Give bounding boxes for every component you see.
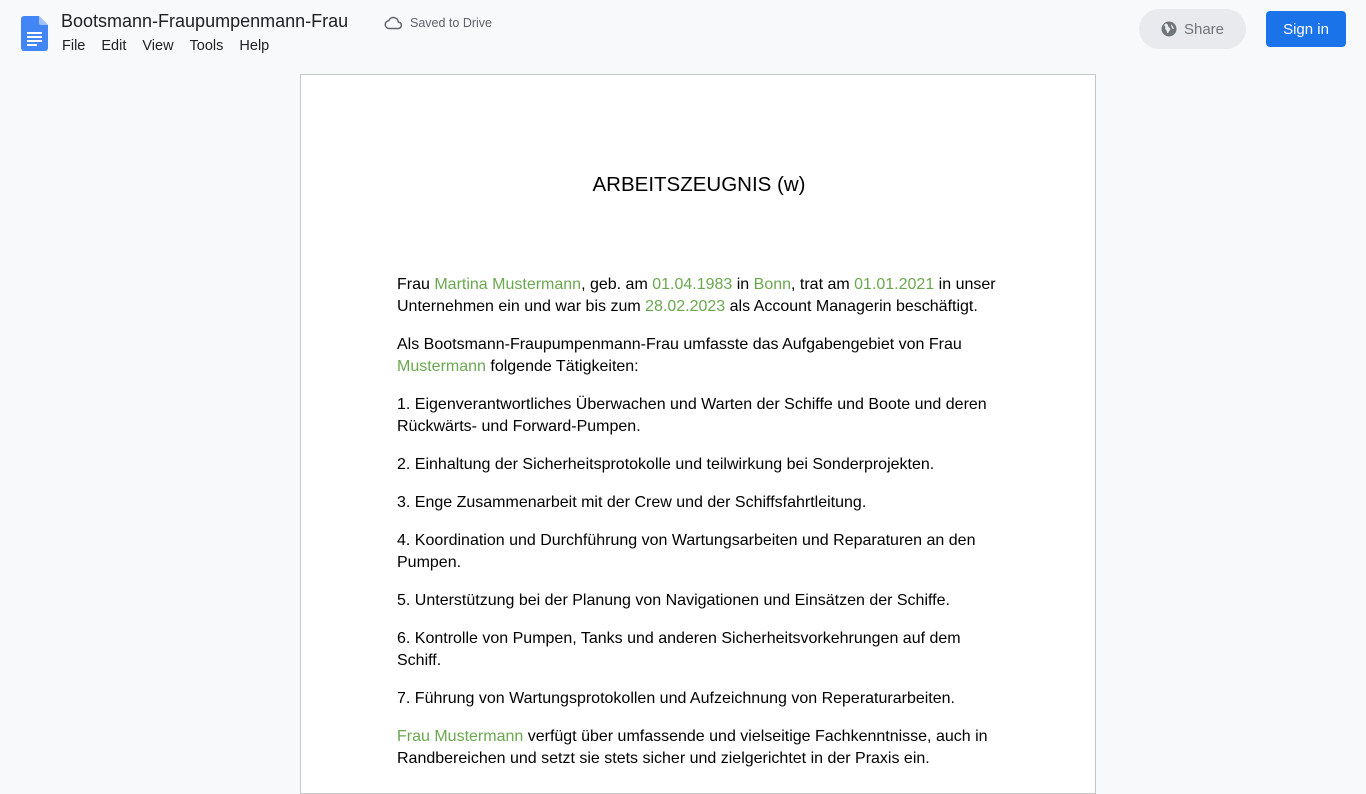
- text-run: , geb. am: [581, 276, 653, 293]
- text-run: Frau: [397, 276, 435, 293]
- menu-file[interactable]: File: [62, 38, 86, 54]
- menu-edit[interactable]: Edit: [101, 38, 127, 54]
- task-item-2: 2. Einhaltung der Sicherheitsprotokolle und teilwirkung bei Sonderprojekten.: [397, 456, 935, 473]
- birth-place: Bonn: [753, 276, 792, 293]
- task-item-6: 6. Kontrolle von Pumpen, Tanks und anderen Sicherheitsvorkehrungen auf dem Schiff.: [397, 630, 961, 669]
- text-run: als Account Managerin beschäftigt.: [725, 298, 978, 315]
- document-body[interactable]: [397, 274, 1001, 786]
- document-title[interactable]: Bootsmann-Fraupumpenmann-Frau: [61, 11, 349, 31]
- menu-help[interactable]: Help: [239, 38, 270, 54]
- cloud-done-icon: [384, 16, 402, 30]
- task-item-7: 7. Führung von Wartungsprotokollen und Aufzeichnung von Reperaturarbeiten.: [397, 690, 955, 707]
- globe-icon: [1161, 21, 1177, 37]
- paragraph-intro: [397, 274, 1001, 318]
- top-bar: [0, 0, 1366, 64]
- sign-in-button[interactable]: Sign in: [1266, 11, 1346, 47]
- text-run: folgende Tätigkeiten:: [485, 358, 639, 375]
- end-date: 28.02.2023: [645, 298, 726, 315]
- share-button-label: Share: [1183, 20, 1225, 38]
- task-item-3: 3. Enge Zusammenarbeit mit der Crew und der Schiffsfahrtleitung.: [397, 494, 867, 511]
- paragraph-tasks-intro: [397, 334, 1001, 378]
- task-item-4: 4. Koordination und Durchführung von Wartungsarbeiten und Reparaturen an den Pumpen.: [397, 532, 976, 571]
- menu-tools[interactable]: Tools: [189, 38, 224, 54]
- document-heading: ARBEITSZEUGNIS (w): [592, 173, 806, 196]
- employee-name-ref: Frau Mustermann: [397, 728, 524, 745]
- menu-view[interactable]: View: [142, 38, 174, 54]
- employee-name: Martina Mustermann: [434, 276, 582, 293]
- save-status-label: Saved to Drive: [410, 16, 492, 30]
- text-run: verfügt über umfassende und vielseitige Fachkenntnisse, auch in Randbereichen und setzt sie stets sicher und zielgerichtet in der Praxis ein.: [397, 728, 988, 767]
- document-page[interactable]: [300, 74, 1096, 794]
- text-run: Als Bootsmann-Fraupumpenmann-Frau umfasste das Aufgabengebiet von Frau: [397, 336, 962, 353]
- share-button[interactable]: [1139, 9, 1246, 49]
- task-item-5: 5. Unterstützung bei der Planung von Navigationen und Einsätzen der Schiffe.: [397, 592, 950, 609]
- start-date: 01.01.2021: [854, 276, 935, 293]
- employee-surname: Mustermann: [397, 358, 486, 375]
- task-item-1: 1. Eigenverantwortliches Überwachen und Warten der Schiffe und Boote und deren Rückwärts- und Forward-Pumpen.: [397, 396, 987, 435]
- birth-date: 01.04.1983: [652, 276, 733, 293]
- save-status[interactable]: [384, 14, 492, 32]
- text-run: in unser Unternehmen ein und war bis zum: [397, 276, 996, 315]
- text-run: , trat am: [791, 276, 855, 293]
- paragraph-assessment: [397, 726, 1001, 770]
- google-docs-icon[interactable]: [21, 16, 48, 51]
- text-run: in: [732, 276, 754, 293]
- menu-bar: [54, 36, 277, 56]
